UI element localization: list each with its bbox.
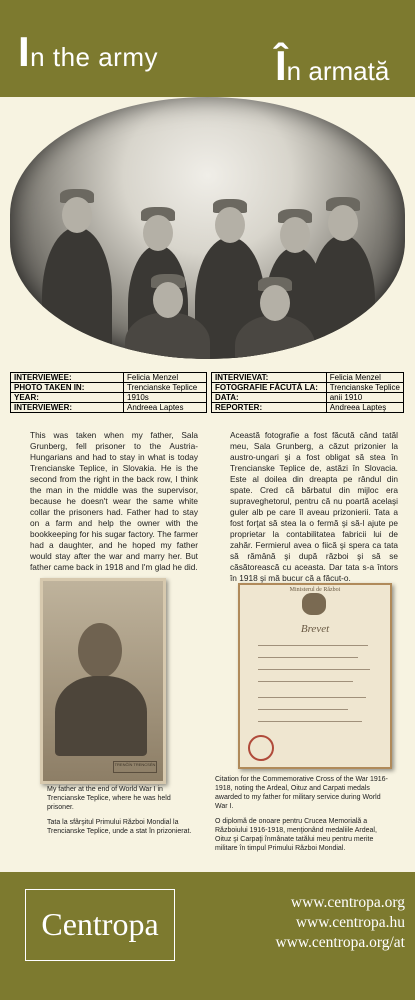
coat-of-arms-icon: [302, 593, 326, 615]
diploma-title: Brevet: [300, 623, 330, 635]
title-en: In the army: [18, 28, 158, 75]
title-ro: În armată: [275, 42, 390, 89]
interview-info-en: INTERVIEWEE: Felicia Menzel PHOTO TAKEN IN: Trencianske Teplice YEAR: 1910s INTERVIEWER: Andreea Laptes: [10, 372, 207, 413]
url-link-hu[interactable]: www.centropa.hu: [295, 914, 405, 931]
group-photo: [10, 97, 405, 359]
diploma-caption: Citation for the Commemorative Cross of the War 1916-1918, noting the Ardeal, Oituz and Carpati medals awarded to my father for military service during World War I. O diplomă de onoare pentru Crucea Memorială a Războiului 1916-1918, menţionând medaliile Ardeal, Oituz şi Carpaţi înmânate tatălui meu pentru merite militare în timpul Primului Război Mondial.: [215, 776, 388, 852]
url-link-org[interactable]: www.centropa.org: [290, 894, 405, 911]
seal-icon: [248, 735, 274, 761]
story-text-en: This was taken when my father, Sala Grunberg, fell prisoner to the Austria-Hungarians and had to stay in what is today Trencianske Teplice, in Slovakia. He is the second from the right in the back row, I think the man in the middle was the supervisor, because he doesn't wear the same white collar the prisoners had. Father had to stay on a farm and help the owner with the bookkeeping for his sugar factory. The farmer had a daughter, and he hoped my father would stay after the war and marry her. But father came back in 1918 and I'm glad he did.: [30, 430, 198, 572]
interview-info-ro: INTERVIEVAT: Felicia Menzel FOTOGRAFIE FĂCUTĂ LA: Trencianske Teplice DATA: anii 1910 REPORTER: Andreea Lapteş: [211, 372, 404, 413]
photo-studio-stamp: TRENČÍN TRENCSÉN: [113, 761, 157, 773]
diploma-image: Ministerul de Război Brevet: [238, 583, 392, 769]
portrait-photo: [40, 578, 166, 784]
url-list: [230, 893, 405, 953]
story-text-ro: Această fotografie a fost făcută când tatăl meu, Sala Grunberg, a căzut prizonier la austro-ungari şi a fost obligat să stea în Trencianske Teplice de, astăzi în Slovacia. Este al doilea din dreapta pe rândul din spate. Cred că bărbatul din mijloc era supraveghetorul, pentru că nu poartă acelaşi guler alb pe care îl aveau prizonierii. Tata a fost forţat să stea la o fermă şi să-l ajute pe proprietar la contabilitatea fabricii lui de zahăr. Fermierul avea o fiică şi spera ca tata să rămână şi după război şi să se căsătorească cu aceasta. Dar tata s-a întors în 1918 şi mă bucur că a făcut-o.: [230, 430, 398, 583]
centropa-logo: Centropa: [25, 889, 175, 961]
portrait-caption: My father at the end of World War I in Trencianske Teplice, where he was held prisoner. Tata la sfârşitul Primului Război Mondial la Trencianske Teplice, unde a stat în prizonierat.: [47, 786, 192, 835]
url-link-at[interactable]: www.centropa.org/at: [275, 934, 405, 951]
soldiers-photo-image: [10, 97, 405, 359]
